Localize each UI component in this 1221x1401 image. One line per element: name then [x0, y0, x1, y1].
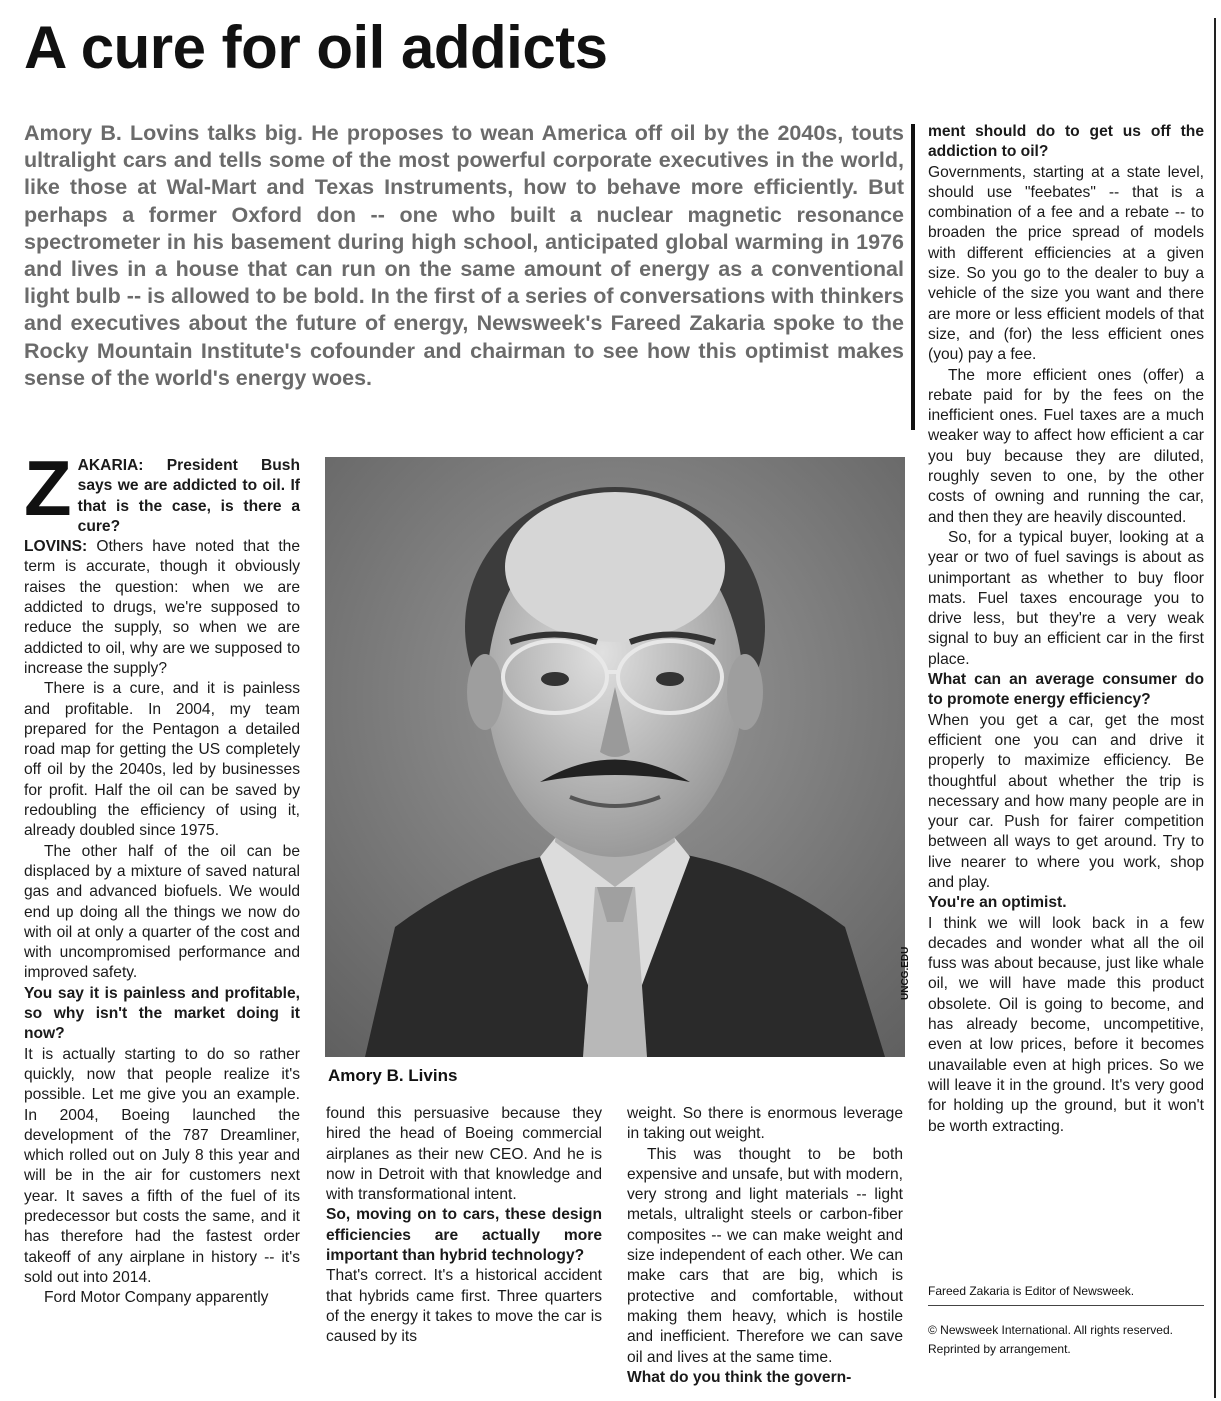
deck-intro: Amory B. Lovins talks big. He proposes to wean America off oil by the 2040s, touts ultralight cars and tells some of the most powerful corporate executives in the world, like those at Wal-Mart and Texas Instruments, how to behave more efficiently. But perhaps a former Oxford don -- one who built a nuclear magnetic resonance spectrometer in his basement during high school, anticipated global warming in 1976 and lives in a house that can run on the same amount of energy as a conventional light bulb -- is allowed to be bold. In the first of a series of conversations with thinkers and executives about the future of energy, Newsweek's Fareed Zakaria spoke to the Rocky Mountain Institute's cofounder and chairman to see how this optimist makes sense of the world's energy woes. — [24, 121, 904, 390]
question-4-end: ment should do to get us off the addiction to oil? — [928, 123, 1204, 161]
paragraph: The other half of the oil can be displaced by a mixture of saved natural gas and advanced biofuels. We would end up doing all the things we now do with oil at only a quarter of the cost and with uncompromised performance and improved safety. — [24, 842, 300, 982]
paragraph: There is a cure, and it is painless and profitable. In 2004, my team prepared for the Pentagon a detailed road map for getting the US completely off oil by the 2040s, led by businesses for profit. Half the oil can be saved by redoubling the efficiency of using it, already doubled since 1975. — [24, 680, 300, 840]
answer-2: It is actually starting to do so rather quickly, now that people realize it's possible. Let me give you an example. In 2004, Boeing launched the development of the 787 Dreamliner, which rolled out on July 8 this year and will be in the air for customers next year. It saves a fifth of the fuel of its predecessor but costs the same, and it has therefore had the fastest order takeoff of any airplane in history -- it's sold out into 2014. — [24, 1045, 300, 1286]
article-column-3 — [627, 1104, 903, 1388]
author-note: Fareed Zakaria is Editor of Newsweek. — [928, 1284, 1135, 1298]
headline: A cure for oil addicts — [24, 14, 608, 81]
paragraph: Ford Motor Company apparently — [44, 1289, 269, 1307]
paragraph: found this persuasive because they hired the head of Boeing commercial airplanes as their new CEO. And he is now in Detroit with that knowledge and with transformational intent. — [326, 1105, 602, 1204]
answer-5: When you get a car, get the most efficient one you can and drive it properly to maximize efficiency. Be thoughtful about whether the trip is necessary and how many people are in your car. Push for fairer competition between all ways to get around. Try to live nearer to where you work, shop and play. — [928, 711, 1204, 891]
paragraph: This was thought to be both expensive and unsafe, but with modern, very strong and light materials -- light metals, ultralight steels or carbon-fiber composites -- we can make weight and size independent of each other. We can make cars that are big, which is protective and comfortable, without making them heavy, which is hostile and inefficient. Therefore we can save oil and lives at the same time. — [627, 1145, 903, 1366]
paragraph: So, for a typical buyer, looking at a year or two of fuel savings is about as unimportant as whether to buy floor mats. Fuel taxes encourage you to drive less, but they're a very weak signal to buy an efficient car in the first place. — [928, 528, 1204, 668]
article-column-4 — [928, 122, 1204, 1137]
answer-3: That's correct. It's a historical accident that hybrids came first. Three quarters of the energy it takes to move the car is caused by its — [326, 1267, 602, 1346]
question-5: What can an average consumer do to promote energy efficiency? — [928, 671, 1204, 709]
footer-divider — [928, 1305, 1204, 1306]
article-column-2 — [326, 1104, 602, 1348]
drop-cap: Z — [24, 444, 72, 532]
photo-caption: Amory B. Livins — [328, 1066, 458, 1085]
right-column-rule — [1214, 18, 1216, 1398]
answer-4: Governments, starting at a state level, should use "feebates" -- that is a combination of a fee and a rebate -- to broaden the price spread of models with different efficiencies at a given size. So you go to the dealer to buy a vehicle of the size you want and there are more or less efficient models of that size, and (for) the less efficient ones (you) pay a fee. — [928, 163, 1204, 364]
portrait-photo — [325, 457, 905, 1057]
question-3: So, moving on to cars, these design efficiencies are actually more important than hybrid technology? — [326, 1206, 602, 1265]
question-2: You say it is painless and profitable, so why isn't the market doing it now? — [24, 984, 300, 1043]
answer-6: I think we will look back in a few decades and wonder what all the oil fuss was about because, just like whale oil, we will have made this product obsolete. Oil is going to become, and has already become, uncompetitive, even at low prices, before it becomes unavailable even at high prices. So we will leave it in the ground. It's very good for holding up the ground, but it won't be worth extracting. — [928, 914, 1204, 1135]
question-4-start: What do you think the govern- — [627, 1368, 852, 1386]
question-6: You're an optimist. — [928, 894, 1067, 912]
article-column-1 — [24, 444, 300, 1308]
paragraph: The more efficient ones (offer) a rebate paid for by the fees on the inefficient ones. Fuel taxes are a much weaker way to affect how efficient a car you buy because they are diluted, roughly seven to one, by the other costs of owning and running the car, and then they are heavily discounted. — [928, 366, 1204, 526]
answer-speaker-label: LOVINS: — [24, 538, 88, 556]
copyright-notice: © Newsweek International. All rights reserved. Reprinted by arrangement. — [928, 1323, 1173, 1356]
paragraph: weight. So there is enormous leverage in taking out weight. — [627, 1105, 903, 1143]
photo-credit: UNCG.EDU — [900, 946, 911, 1000]
deck-divider-rule — [911, 124, 915, 430]
question-1: AKARIA: President Bush says we are addicted to oil. If that is the case, is there a cure? — [77, 457, 300, 535]
answer-1: Others have noted that the term is accurate, though it obviously raises the question: when we are addicted to drugs, we're supposed to reduce the supply, so when we are addicted to oil, why are we supposed to increase the supply? — [24, 538, 300, 677]
